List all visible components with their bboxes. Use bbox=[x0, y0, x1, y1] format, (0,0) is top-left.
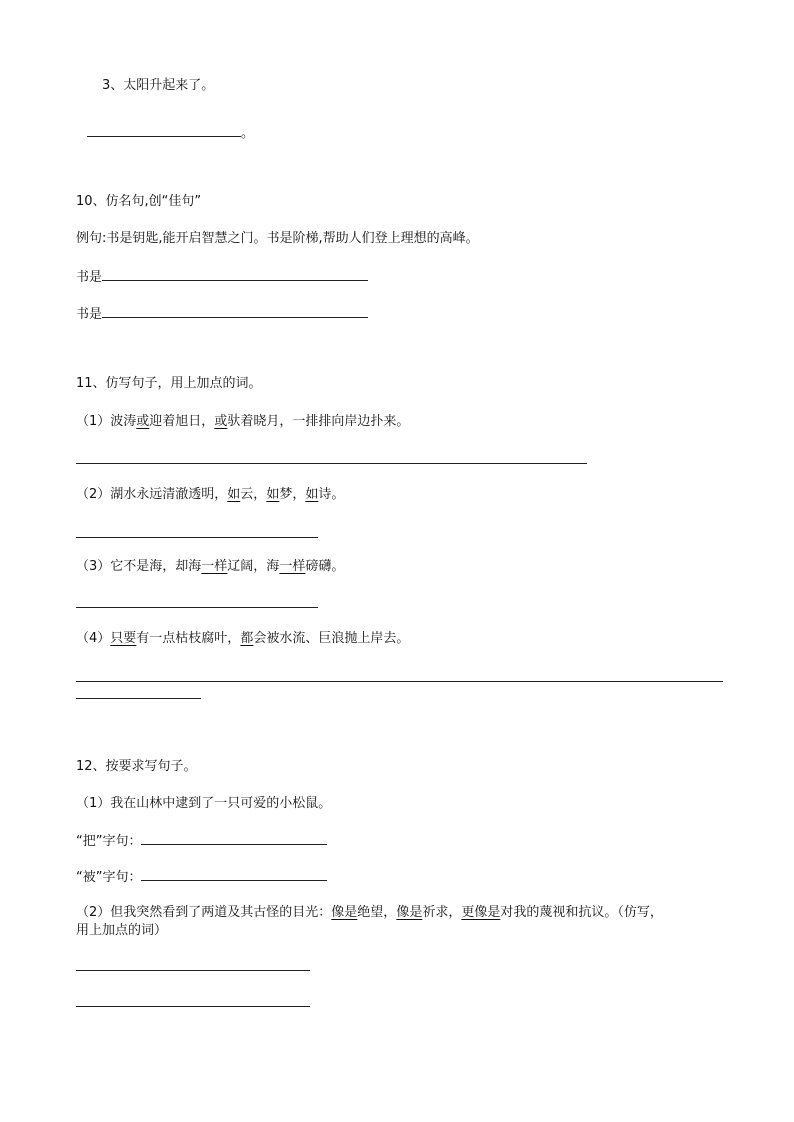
marked-word: 像是 bbox=[331, 905, 358, 920]
q11-item3 bbox=[76, 559, 344, 575]
answer-blank[interactable] bbox=[141, 868, 327, 881]
q12-item1: （1）我在山林中逮到了一只可爱的小松鼠。 bbox=[76, 796, 332, 811]
marked-word: 如 bbox=[227, 487, 241, 502]
marked-word: 如 bbox=[305, 487, 319, 502]
marked-word: 只要 bbox=[110, 631, 137, 646]
answer-period: 。 bbox=[241, 126, 255, 141]
marked-word: 像是 bbox=[396, 905, 423, 920]
q10-answer-2[interactable] bbox=[76, 305, 368, 323]
ba-label: “把”字句： bbox=[76, 834, 142, 849]
answer-blank[interactable] bbox=[102, 268, 368, 281]
text-segment: 对我的蔑视和抗议。（仿写， bbox=[500, 905, 663, 920]
answer-blank[interactable] bbox=[141, 832, 327, 845]
text-segment: 驮着晓月，一排排向岸边扑来。 bbox=[227, 414, 410, 429]
text-segment: （2）湖水永远清澈透明， bbox=[76, 487, 228, 502]
q11-item1 bbox=[76, 414, 409, 430]
text-segment: 云， bbox=[240, 487, 267, 502]
q12-item2-answer-line-1[interactable] bbox=[76, 970, 310, 971]
text-segment: 辽阔，海 bbox=[227, 559, 280, 574]
marked-word: 或 bbox=[136, 414, 150, 429]
q12-bei-answer[interactable] bbox=[76, 868, 327, 886]
q10-answer-1[interactable] bbox=[76, 268, 368, 286]
text-segment: 有一点枯枝腐叶， bbox=[136, 631, 241, 646]
text-segment: （3）它不是海，却海 bbox=[76, 559, 202, 574]
answer-blank[interactable] bbox=[102, 305, 368, 318]
marked-word: 都 bbox=[240, 631, 254, 646]
q9-item3-answer[interactable] bbox=[87, 124, 254, 142]
text-segment: 磅礴。 bbox=[305, 559, 345, 574]
text-segment: 会被水流、巨浪抛上岸去。 bbox=[253, 631, 410, 646]
text-segment: （2）但我突然看到了两道及其古怪的目光： bbox=[76, 905, 332, 920]
q11-item4-answer-line-1[interactable] bbox=[76, 681, 723, 682]
q11-item4-answer-line-2[interactable] bbox=[76, 698, 201, 699]
q11-item4 bbox=[76, 631, 409, 647]
marked-word: 一样 bbox=[279, 559, 306, 574]
q10-example: 例句:书是钥匙,能开启智慧之门。书是阶梯,帮助人们登上理想的高峰。 bbox=[76, 231, 479, 246]
marked-word: 如 bbox=[266, 487, 280, 502]
q12-heading: 12、按要求写句子。 bbox=[76, 759, 197, 774]
q11-item2-answer-line[interactable] bbox=[76, 537, 318, 538]
q11-heading: 11、仿写句子，用上加点的词。 bbox=[76, 376, 262, 391]
q11-item1-answer-line[interactable] bbox=[76, 463, 587, 464]
answer-blank[interactable] bbox=[87, 124, 241, 137]
text-segment: （1）波涛 bbox=[76, 414, 137, 429]
text-segment: 绝望， bbox=[357, 905, 397, 920]
q11-item3-answer-line[interactable] bbox=[76, 607, 318, 608]
q12-item2-answer-line-2[interactable] bbox=[76, 1006, 310, 1007]
text-segment: （4） bbox=[76, 631, 111, 646]
marked-word: 一样 bbox=[201, 559, 228, 574]
q12-item2-line2: 用上加点的词） bbox=[76, 923, 168, 938]
q12-ba-answer[interactable] bbox=[76, 832, 327, 850]
marked-word: 更像是 bbox=[461, 905, 501, 920]
text-segment: 迎着旭日， bbox=[149, 414, 215, 429]
text-segment: 梦， bbox=[279, 487, 306, 502]
q10-prompt-1: 书是 bbox=[76, 270, 103, 285]
text-segment: 祈求， bbox=[422, 905, 462, 920]
q9-item3-sentence: 3、太阳升起来了。 bbox=[102, 78, 215, 93]
q12-item2 bbox=[76, 905, 663, 921]
marked-word: 或 bbox=[214, 414, 228, 429]
text-segment: 诗。 bbox=[318, 487, 345, 502]
q10-prompt-2: 书是 bbox=[76, 307, 103, 322]
q10-heading: 10、仿名句,创“佳句” bbox=[76, 194, 202, 209]
q11-item2 bbox=[76, 487, 344, 503]
bei-label: “被”字句： bbox=[76, 870, 142, 885]
